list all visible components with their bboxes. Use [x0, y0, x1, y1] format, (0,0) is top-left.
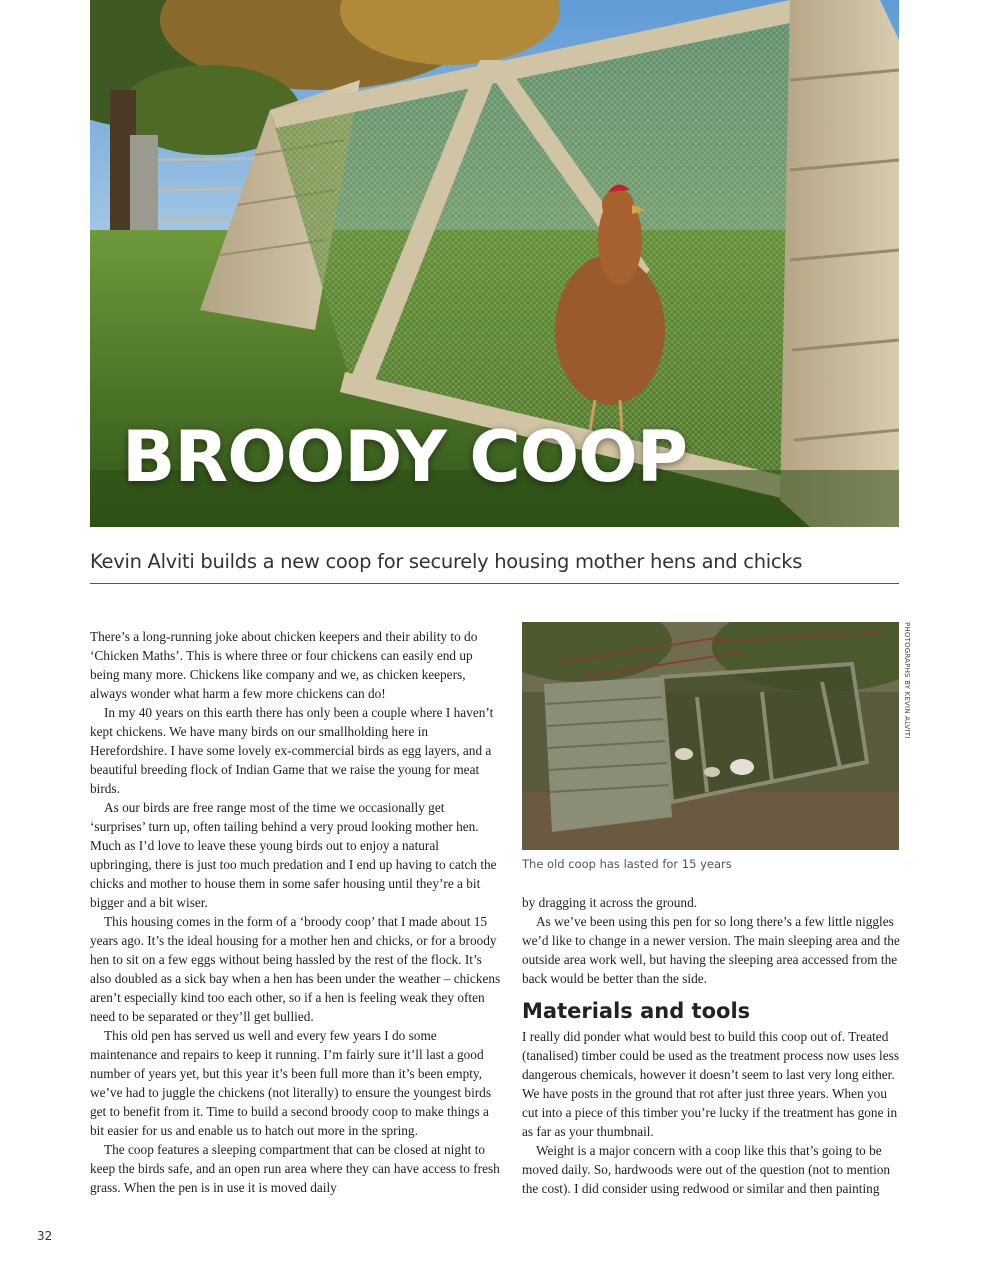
paragraph: As our birds are free range most of the time we occasionally get ‘surprises’ turn up, often tailing behind a very proud looking mother hen. Much as I’d love to leave these young birds out to enjoy a natural upbringing, there is just too much predation and I end up having to catch the chicks and mother to house them in some safer housing until they’re a bit bigger and a bit wiser. — [90, 800, 497, 910]
old-coop-photo — [522, 622, 899, 850]
body-column-left — [90, 627, 502, 1197]
paragraph: The coop features a sleeping compartment that can be closed at night to keep the birds safe, and an open run area where they can have access to fresh grass. When the pen is in use it is moved daily — [90, 1142, 500, 1195]
paragraph: by dragging it across the ground. — [522, 895, 698, 910]
standfirst: Kevin Alviti builds a new coop for securely housing mother hens and chicks — [90, 550, 803, 573]
paragraph: In my 40 years on this earth there has only been a couple where I haven’t kept chickens. We have many birds on our smallholding here in Herefordshire. I have some lovely ex-commercial birds as egg layers, and a beautiful breeding flock of Indian Game that we raise the young for meat birds. — [90, 705, 494, 796]
paragraph: This old pen has served us well and every few years I do some maintenance and repairs to keep it running. I’m fairly sure it’ll last a good number of years yet, but this year it’s been full more than it’s been empty, we’ve had to juggle the chickens (not literally) to ensure the youngest birds get to benefit from it. Time to build a second broody coop to make things a bit easier for us and enable us to hatch out more in the spring. — [90, 1028, 492, 1138]
paragraph: There’s a long-running joke about chicken keepers and their ability to do ‘Chicken Maths’. This is where three or four chickens can easily end up being many more. Chickens like company and we, as chicken keepers, always wonder what harm a few more chickens can do! — [90, 629, 478, 701]
photo-credit: PHOTOGRAPHS BY KEVIN ALVITI — [903, 622, 911, 739]
paragraph: Weight is a major concern with a coop like this that’s going to be moved daily. So, hardwoods were out of the question (not to mention the cost). I did consider using redwood or similar and then painting — [522, 1143, 891, 1196]
section-heading: Materials and tools — [522, 999, 751, 1023]
page-number: 32 — [37, 1229, 53, 1243]
body-column-right-bottom — [522, 1027, 900, 1198]
paragraph: I really did ponder what would best to build this coop out of. Treated (tanalised) timber could be used as the treatment process now uses less dangerous chemicals, however it doesn’t seem to last very long either. We have posts in the ground that rot after just three years. When you cut into a piece of this timber you’re lucky if the treatment has gone in as far as your thumbnail. — [522, 1029, 900, 1139]
article-title: BROODY COOP — [122, 416, 688, 498]
paragraph: This housing comes in the form of a ‘broody coop’ that I made about 15 years ago. It’s the ideal housing for a mother hen and chicks, or for a broody hen to sit on a few eggs without being hassled by the rest of the flock. It’s also doubled as a sick bay when a hen has been under the weather – chickens aren’t especially kind too each other, so if a hen is feeling weak they often need to be separated or they’ll get bullied. — [90, 914, 501, 1024]
body-column-right-top — [522, 893, 900, 988]
photo-caption: The old coop has lasted for 15 years — [522, 857, 732, 871]
divider — [90, 583, 899, 584]
paragraph: As we’ve been using this pen for so long there’s a few little niggles we’d like to change in a newer version. The main sleeping area and the outside area work well, but having the sleeping area accessed from the back would be better than the side. — [522, 914, 900, 986]
hero-photo — [90, 0, 899, 527]
old-coop-illustration — [522, 622, 899, 850]
